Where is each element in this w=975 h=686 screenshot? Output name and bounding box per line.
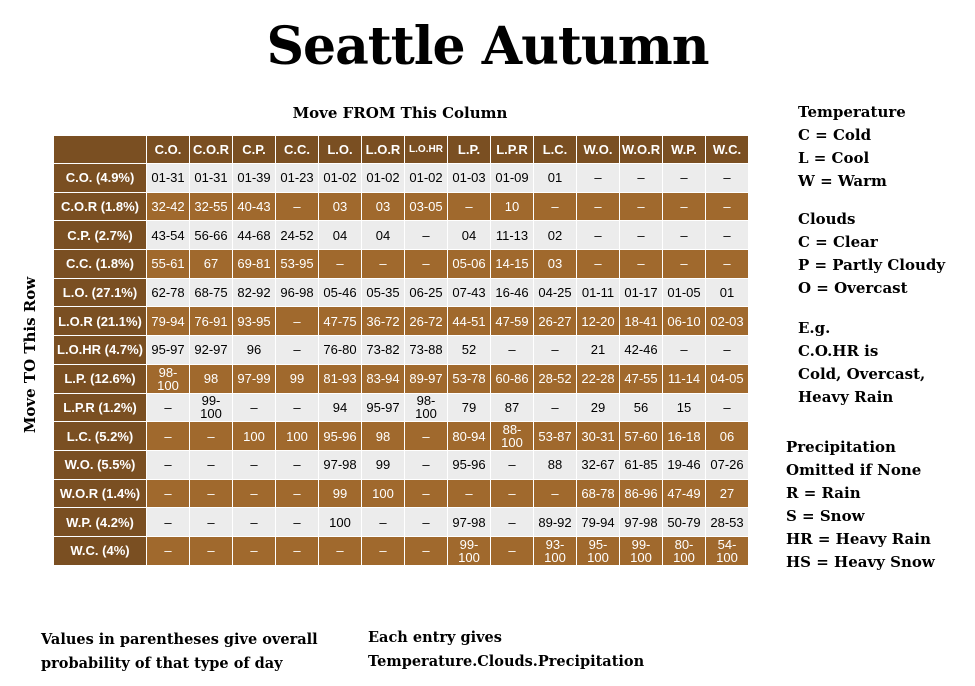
- table-cell: 19-46: [663, 450, 706, 479]
- legend-item: W = Warm: [798, 172, 887, 190]
- legend-item: HR = Heavy Rain: [786, 530, 931, 548]
- table-cell: 52: [448, 336, 491, 365]
- table-cell: 55-61: [147, 250, 190, 279]
- table-cell: 02: [534, 221, 577, 250]
- table-cell: 99-100: [448, 536, 491, 565]
- table-cell: 57-60: [620, 422, 663, 451]
- table-cell: 22-28: [577, 364, 620, 393]
- table-cell: 98: [362, 422, 405, 451]
- table-row: [54, 221, 749, 250]
- table-cell: 62-78: [147, 278, 190, 307]
- column-header: C.C.: [276, 136, 319, 164]
- table-cell: –: [405, 508, 448, 537]
- table-cell: 12-20: [577, 307, 620, 336]
- table-cell: –: [319, 536, 362, 565]
- table-cell: 01: [706, 278, 749, 307]
- table-row: [54, 479, 749, 508]
- table-cell: 40-43: [233, 192, 276, 221]
- legend-item: L = Cool: [798, 149, 870, 167]
- table-cell: 01: [534, 164, 577, 193]
- table-cell: 01-17: [620, 278, 663, 307]
- table-cell: 04: [319, 221, 362, 250]
- table-cell: 01-39: [233, 164, 276, 193]
- table-cell: –: [706, 250, 749, 279]
- table-cell: 32-67: [577, 450, 620, 479]
- table-cell: 88-100: [491, 422, 534, 451]
- table-cell: –: [706, 393, 749, 422]
- table-cell: 16-46: [491, 278, 534, 307]
- column-header: C.P.: [233, 136, 276, 164]
- table-cell: 01-05: [663, 278, 706, 307]
- table-cell: 53-78: [448, 364, 491, 393]
- table-cell: 95-97: [362, 393, 405, 422]
- table-cell: –: [405, 450, 448, 479]
- table-cell: –: [491, 479, 534, 508]
- table-cell: 27: [706, 479, 749, 508]
- table-cell: –: [147, 393, 190, 422]
- table-cell: 93-95: [233, 307, 276, 336]
- table-cell: 32-55: [190, 192, 233, 221]
- table-cell: 97-98: [319, 450, 362, 479]
- table-cell: –: [362, 508, 405, 537]
- column-header: L.O.R: [362, 136, 405, 164]
- table-cell: 47-49: [663, 479, 706, 508]
- table-cell: –: [491, 508, 534, 537]
- legend-precipitation: [786, 436, 935, 574]
- table-cell: 05-46: [319, 278, 362, 307]
- table-cell: 68-78: [577, 479, 620, 508]
- table-cell: –: [233, 536, 276, 565]
- note-line: probability of that type of day: [41, 655, 283, 672]
- table-cell: 68-75: [190, 278, 233, 307]
- table-cell: –: [362, 536, 405, 565]
- table-cell: 06: [706, 422, 749, 451]
- legend-line: C.O.HR is: [798, 342, 879, 360]
- column-header: W.P.: [663, 136, 706, 164]
- table-cell: 76-80: [319, 336, 362, 365]
- column-header: C.O.: [147, 136, 190, 164]
- table-cell: 04: [448, 221, 491, 250]
- table-cell: –: [577, 221, 620, 250]
- column-axis-caption: Move FROM This Column: [292, 104, 508, 122]
- table-cell: 99: [319, 479, 362, 508]
- table-cell: 98: [190, 364, 233, 393]
- row-label: L.P. (12.6%): [54, 364, 147, 393]
- legend-item: C = Cold: [798, 126, 872, 144]
- legend-example: [798, 317, 925, 409]
- table-cell: 21: [577, 336, 620, 365]
- column-header: W.O.: [577, 136, 620, 164]
- table-cell: 04-05: [706, 364, 749, 393]
- column-header: W.O.R: [620, 136, 663, 164]
- table-cell: –: [190, 479, 233, 508]
- table-cell: 11-13: [491, 221, 534, 250]
- table-cell: –: [233, 393, 276, 422]
- table-cell: –: [147, 508, 190, 537]
- table-cell: –: [147, 536, 190, 565]
- table-cell: 86-96: [620, 479, 663, 508]
- table-cell: 93-100: [534, 536, 577, 565]
- legend-temperature: [798, 101, 906, 193]
- row-label: L.C. (5.2%): [54, 422, 147, 451]
- table-cell: 100: [233, 422, 276, 451]
- table-cell: 03: [534, 250, 577, 279]
- table-cell: 10: [491, 192, 534, 221]
- table-cell: 04: [362, 221, 405, 250]
- table-cell: 28-52: [534, 364, 577, 393]
- table-cell: –: [620, 192, 663, 221]
- table-cell: 79: [448, 393, 491, 422]
- table-cell: 05-35: [362, 278, 405, 307]
- table-cell: 56: [620, 393, 663, 422]
- table-corner: [54, 136, 147, 164]
- table-cell: –: [706, 336, 749, 365]
- table-cell: –: [190, 508, 233, 537]
- table-cell: 89-92: [534, 508, 577, 537]
- header-row: [54, 136, 749, 164]
- table-cell: –: [663, 336, 706, 365]
- table-cell: 44-68: [233, 221, 276, 250]
- table-cell: –: [276, 307, 319, 336]
- table-cell: 06-25: [405, 278, 448, 307]
- table-cell: –: [405, 479, 448, 508]
- table-cell: 15: [663, 393, 706, 422]
- table-cell: 11-14: [663, 364, 706, 393]
- table-cell: –: [276, 479, 319, 508]
- row-label: L.O.R (21.1%): [54, 307, 147, 336]
- table-cell: 88: [534, 450, 577, 479]
- table-row: [54, 393, 749, 422]
- table-cell: –: [706, 221, 749, 250]
- legend-item: O = Overcast: [798, 279, 908, 297]
- legend-item: R = Rain: [786, 484, 861, 502]
- table-cell: –: [577, 192, 620, 221]
- table-cell: 01-31: [147, 164, 190, 193]
- table-cell: 92-97: [190, 336, 233, 365]
- legend-item: P = Partly Cloudy: [798, 256, 946, 274]
- table-cell: –: [706, 164, 749, 193]
- note-probability: [41, 628, 318, 676]
- table-cell: 30-31: [577, 422, 620, 451]
- row-label: C.O.R (1.8%): [54, 192, 147, 221]
- row-label: W.C. (4%): [54, 536, 147, 565]
- table-cell: 01-09: [491, 164, 534, 193]
- table-cell: 99-100: [620, 536, 663, 565]
- table-cell: –: [620, 164, 663, 193]
- table-cell: 76-91: [190, 307, 233, 336]
- note-entry-format: [368, 626, 644, 674]
- table-cell: –: [663, 164, 706, 193]
- table-cell: –: [577, 250, 620, 279]
- table-cell: 01-03: [448, 164, 491, 193]
- legend-item: C = Clear: [798, 233, 878, 251]
- table-cell: 100: [362, 479, 405, 508]
- table-cell: –: [276, 393, 319, 422]
- table-cell: 83-94: [362, 364, 405, 393]
- note-line: Temperature.Clouds.Precipitation: [368, 653, 645, 670]
- table-cell: 69-81: [233, 250, 276, 279]
- table-cell: 01-31: [190, 164, 233, 193]
- table-cell: –: [190, 450, 233, 479]
- table-cell: 04-25: [534, 278, 577, 307]
- table-row: [54, 336, 749, 365]
- row-label: W.O. (5.5%): [54, 450, 147, 479]
- table-cell: –: [491, 536, 534, 565]
- table-cell: 24-52: [276, 221, 319, 250]
- table-row: [54, 278, 749, 307]
- table-cell: 60-86: [491, 364, 534, 393]
- table-cell: 67: [190, 250, 233, 279]
- legend-line: E.g.: [798, 319, 831, 337]
- row-label: L.O.HR (4.7%): [54, 336, 147, 365]
- table-cell: 73-82: [362, 336, 405, 365]
- table-cell: 82-92: [233, 278, 276, 307]
- table-cell: 100: [276, 422, 319, 451]
- table-cell: 32-42: [147, 192, 190, 221]
- table-cell: –: [233, 508, 276, 537]
- note-line: Values in parentheses give overall: [41, 631, 318, 648]
- table-cell: –: [706, 192, 749, 221]
- table-row: [54, 422, 749, 451]
- table-cell: –: [491, 450, 534, 479]
- row-label: L.P.R (1.2%): [54, 393, 147, 422]
- legend-clouds: [798, 208, 945, 300]
- table-cell: 97-99: [233, 364, 276, 393]
- table-cell: 50-79: [663, 508, 706, 537]
- table-cell: 01-11: [577, 278, 620, 307]
- table-cell: 07-26: [706, 450, 749, 479]
- page-title: Seattle Autumn: [266, 16, 709, 77]
- column-header: C.O.R: [190, 136, 233, 164]
- row-label: W.P. (4.2%): [54, 508, 147, 537]
- table-cell: –: [190, 422, 233, 451]
- row-label: C.C. (1.8%): [54, 250, 147, 279]
- table-cell: –: [491, 336, 534, 365]
- table-cell: –: [405, 221, 448, 250]
- table-cell: 01-02: [319, 164, 362, 193]
- table-cell: 03-05: [405, 192, 448, 221]
- table-cell: 98-100: [147, 364, 190, 393]
- table-cell: 47-55: [620, 364, 663, 393]
- table-cell: 89-97: [405, 364, 448, 393]
- table-cell: 07-43: [448, 278, 491, 307]
- table-cell: 16-18: [663, 422, 706, 451]
- legend-line: Heavy Rain: [798, 388, 894, 406]
- table-cell: 02-03: [706, 307, 749, 336]
- table-cell: –: [663, 221, 706, 250]
- table-cell: 100: [319, 508, 362, 537]
- table-cell: 05-06: [448, 250, 491, 279]
- table-cell: –: [233, 450, 276, 479]
- table-cell: 95-96: [319, 422, 362, 451]
- table-cell: 95-96: [448, 450, 491, 479]
- table-cell: 36-72: [362, 307, 405, 336]
- table-cell: 18-41: [620, 307, 663, 336]
- table-row: [54, 508, 749, 537]
- legend-heading: Temperature: [798, 103, 906, 121]
- table-cell: 96-98: [276, 278, 319, 307]
- transition-table: [53, 135, 749, 566]
- table-cell: 14-15: [491, 250, 534, 279]
- table-cell: 29: [577, 393, 620, 422]
- table-cell: 96: [233, 336, 276, 365]
- table-cell: –: [147, 479, 190, 508]
- table-cell: 01-02: [362, 164, 405, 193]
- table-cell: 95-100: [577, 536, 620, 565]
- legend-heading: Precipitation: [786, 438, 896, 456]
- table-cell: 80-100: [663, 536, 706, 565]
- table-cell: 47-75: [319, 307, 362, 336]
- table-cell: –: [663, 250, 706, 279]
- table-cell: 97-98: [620, 508, 663, 537]
- table-cell: 94: [319, 393, 362, 422]
- table-cell: 01-02: [405, 164, 448, 193]
- legend-heading: Clouds: [798, 210, 856, 228]
- row-label: W.O.R (1.4%): [54, 479, 147, 508]
- table-body: [54, 164, 749, 566]
- table-cell: 53-87: [534, 422, 577, 451]
- table-cell: –: [276, 336, 319, 365]
- table-cell: –: [319, 250, 362, 279]
- table-cell: –: [577, 164, 620, 193]
- table-cell: 53-95: [276, 250, 319, 279]
- table-cell: –: [362, 250, 405, 279]
- table-cell: 26-72: [405, 307, 448, 336]
- table-cell: 99: [362, 450, 405, 479]
- column-header: L.O.HR: [405, 136, 448, 164]
- legend-line: Cold, Overcast,: [798, 365, 926, 383]
- table-cell: –: [405, 536, 448, 565]
- table-cell: 44-51: [448, 307, 491, 336]
- table-cell: –: [233, 479, 276, 508]
- table-cell: –: [276, 450, 319, 479]
- column-header: L.P.: [448, 136, 491, 164]
- table-cell: 79-94: [577, 508, 620, 537]
- table-cell: 95-97: [147, 336, 190, 365]
- column-header: L.O.: [319, 136, 362, 164]
- table-cell: 97-98: [448, 508, 491, 537]
- column-header: L.P.R: [491, 136, 534, 164]
- table-row: [54, 164, 749, 193]
- table-cell: 43-54: [147, 221, 190, 250]
- table-cell: 03: [362, 192, 405, 221]
- row-label: C.P. (2.7%): [54, 221, 147, 250]
- table-cell: –: [620, 221, 663, 250]
- table-cell: 73-88: [405, 336, 448, 365]
- column-header: L.C.: [534, 136, 577, 164]
- legend-item: HS = Heavy Snow: [786, 553, 935, 571]
- table-cell: 42-46: [620, 336, 663, 365]
- note-line: Each entry gives: [368, 629, 502, 646]
- table-cell: –: [405, 422, 448, 451]
- table-cell: –: [534, 192, 577, 221]
- table-cell: 79-94: [147, 307, 190, 336]
- table-cell: 03: [319, 192, 362, 221]
- table-cell: 54-100: [706, 536, 749, 565]
- table-cell: –: [534, 393, 577, 422]
- table-cell: –: [448, 192, 491, 221]
- table-cell: 61-85: [620, 450, 663, 479]
- legend-item: S = Snow: [786, 507, 865, 525]
- table-cell: 99-100: [190, 393, 233, 422]
- table-cell: 87: [491, 393, 534, 422]
- table-cell: –: [663, 192, 706, 221]
- table-cell: –: [147, 422, 190, 451]
- table-row: [54, 364, 749, 393]
- row-label: L.O. (27.1%): [54, 278, 147, 307]
- table-cell: 01-23: [276, 164, 319, 193]
- table-cell: –: [534, 336, 577, 365]
- table-cell: –: [276, 192, 319, 221]
- table-cell: –: [405, 250, 448, 279]
- table-cell: 80-94: [448, 422, 491, 451]
- table-cell: 28-53: [706, 508, 749, 537]
- table-cell: 81-93: [319, 364, 362, 393]
- table-cell: –: [276, 536, 319, 565]
- table-cell: –: [620, 250, 663, 279]
- table-row: [54, 536, 749, 565]
- table-cell: –: [190, 536, 233, 565]
- table-cell: –: [276, 508, 319, 537]
- table-row: [54, 192, 749, 221]
- column-header: W.C.: [706, 136, 749, 164]
- table-cell: –: [448, 479, 491, 508]
- table-cell: 26-27: [534, 307, 577, 336]
- table-cell: 47-59: [491, 307, 534, 336]
- table-cell: –: [147, 450, 190, 479]
- row-label: C.O. (4.9%): [54, 164, 147, 193]
- table-cell: –: [534, 479, 577, 508]
- table-row: [54, 307, 749, 336]
- table-cell: 06-10: [663, 307, 706, 336]
- row-axis-caption-text: Move TO This Row: [21, 276, 39, 434]
- table-cell: 56-66: [190, 221, 233, 250]
- table-row: [54, 250, 749, 279]
- table-cell: 99: [276, 364, 319, 393]
- legend-item: Omitted if None: [786, 461, 922, 479]
- table-cell: 98-100: [405, 393, 448, 422]
- table-row: [54, 450, 749, 479]
